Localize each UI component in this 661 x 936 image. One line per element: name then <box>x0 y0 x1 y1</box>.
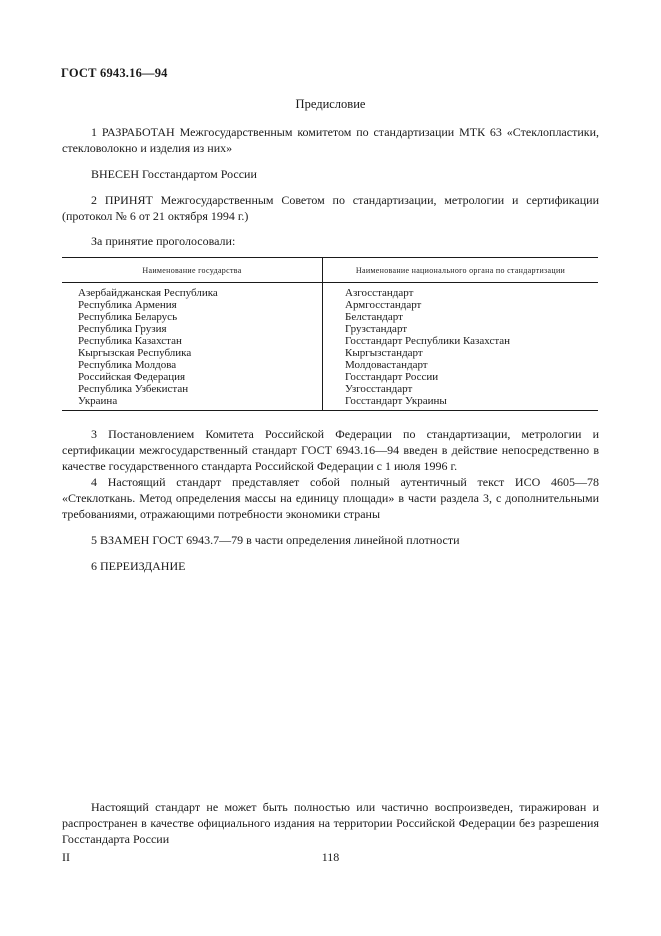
reproduction-notice <box>62 799 599 847</box>
paragraph-3 <box>62 426 599 474</box>
paragraph-vnesen-text: ВНЕСЕН Госстандартом России <box>91 167 257 181</box>
standards-body-name: Госстандарт России <box>345 371 439 383</box>
state-name: Республика Узбекистан <box>78 383 189 395</box>
table-header-state: Наименование государства <box>62 258 323 283</box>
page-number: 118 <box>321 850 340 864</box>
state-name: Украина <box>78 395 118 407</box>
state-name: Кыргызская Республика <box>78 347 192 359</box>
state-name: Республика Беларусь <box>78 311 178 323</box>
paragraph-vnesen <box>62 166 599 182</box>
table-row <box>62 283 598 411</box>
paragraph-4 <box>62 474 599 522</box>
paragraph-vote-text: За принятие проголосовали: <box>91 234 236 248</box>
standards-body-name: Кыргызстандарт <box>345 347 423 359</box>
paragraph-2-text: 2 ПРИНЯТ Межгосударственным Советом по стандартизации, метрологии и сертификации (протокол № 6 от 21 октября 1994 г.) <box>62 193 599 223</box>
state-name: Республика Молдова <box>78 359 177 371</box>
paragraph-6-text: 6 ПЕРЕИЗДАНИЕ <box>91 559 186 573</box>
table-header-body: Наименование национального органа по стандартизации <box>323 258 599 283</box>
paragraph-2 <box>62 192 599 224</box>
state-name: Республика Грузия <box>78 323 167 335</box>
standards-body-name: Грузстандарт <box>345 323 408 335</box>
standards-body-name: Белстандарт <box>345 311 403 323</box>
standards-body-name: Госстандарт Украины <box>345 395 447 407</box>
state-names-cell <box>62 283 323 411</box>
paragraph-vote <box>62 233 599 249</box>
paragraph-3-text: 3 Постановлением Комитета Российской Федерации по стандартизации, метрологии и сертификации межгосударственный стандарт ГОСТ 6943.16—94 введен в действие непосредственно в качестве государственного стандарта Российской Федерации с 1 июля 1996 г. <box>62 427 599 473</box>
standards-bodies-cell <box>323 283 599 411</box>
paragraph-5 <box>62 532 599 548</box>
state-name: Российская Федерация <box>78 371 186 383</box>
paragraph-1-text: 1 РАЗРАБОТАН Межгосударственным комитетом по стандартизации МТК 63 «Стеклопластики, стекловолокно и изделия из них» <box>62 125 599 155</box>
document-code: ГОСТ 6943.16—94 <box>61 66 168 80</box>
paragraph-5-text: 5 ВЗАМЕН ГОСТ 6943.7—79 в части определения линейной плотности <box>91 533 460 547</box>
paragraph-6 <box>62 558 599 574</box>
reproduction-notice-text: Настоящий стандарт не может быть полностью или частично воспроизведен, тиражирован и распространен в качестве официального издания на территории Российской Федерации без разрешения Госстандарта России <box>62 800 599 846</box>
standards-body-name: Молдовастандарт <box>345 359 428 371</box>
table-header-row <box>62 258 598 283</box>
paragraph-4-text: 4 Настоящий стандарт представляет собой полный аутентичный текст ИСО 4605—78 «Стеклоткань. Метод определения массы на единицу площади» в части раздела 3, с дополнительными требованиями, отражающими потребности экономики страны <box>62 475 599 521</box>
state-name: Республика Казахстан <box>78 335 182 347</box>
page-title: Предисловие <box>295 97 366 111</box>
state-name: Республика Армения <box>78 299 177 311</box>
paragraph-1 <box>62 124 599 156</box>
standards-body-name: Азгосстандарт <box>345 287 414 299</box>
member-states-table <box>62 257 598 411</box>
standards-body-name: Госстандарт Республики Казахстан <box>345 335 511 347</box>
standards-body-name: Армгосстандарт <box>345 299 422 311</box>
state-name: Азербайджанская Республика <box>78 287 218 299</box>
standards-body-name: Узгосстандарт <box>345 383 413 395</box>
roman-page-number: II <box>62 850 70 864</box>
